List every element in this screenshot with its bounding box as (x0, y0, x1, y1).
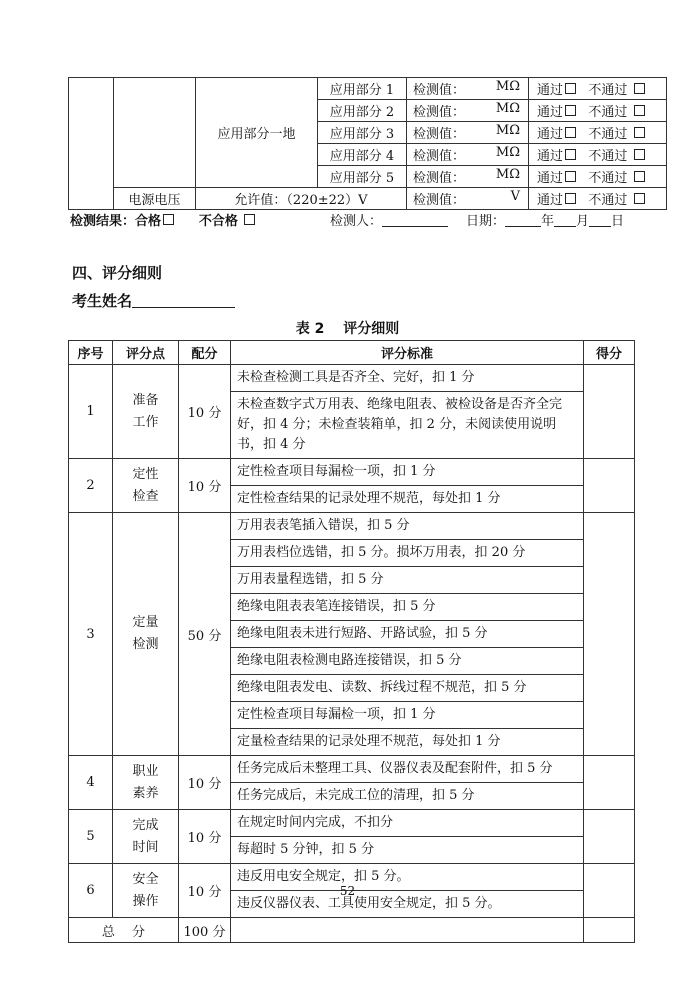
item-no: 4 (69, 756, 113, 810)
pass-fail-cell (529, 122, 667, 144)
item-no: 6 (69, 864, 113, 918)
measure-cell (407, 122, 529, 144)
criterion: 定性检查结果的记录处理不规范，每处扣 1 分 (231, 486, 584, 513)
checkbox[interactable] (634, 127, 645, 138)
unit-label: MΩ (495, 101, 520, 116)
criterion: 违反用电安全规定，扣 5 分。 (231, 864, 584, 891)
measure-label: 检测值： (413, 105, 466, 120)
criterion: 任务完成后，未完成工位的清理，扣 5 分 (231, 783, 584, 810)
item-no: 5 (69, 810, 113, 864)
fail-label: 不通过 (588, 171, 628, 186)
date-field (466, 210, 624, 229)
pass-fail-cell (529, 78, 667, 100)
total-label: 总 分 (69, 918, 179, 943)
point-line: 操作 (132, 893, 159, 909)
part-name: 应用部分 1 (318, 78, 407, 100)
point-line: 定性 (132, 466, 159, 482)
checkbox[interactable] (565, 171, 576, 182)
sub-item-label: 应用部分一地 (196, 78, 318, 188)
point-line: 准备 (132, 392, 159, 408)
point-line: 时间 (132, 839, 159, 855)
criterion: 未检查数字式万用表、绝缘电阻表、被检设备是否齐全完好，扣 4 分；未检查装箱单，扣 2 分，未阅读使用说明书，扣 4 分 (231, 392, 584, 459)
inspector-blank[interactable] (382, 214, 448, 227)
table-cell-blank (69, 78, 114, 210)
unit-label: V (510, 189, 520, 204)
checkbox[interactable] (634, 171, 645, 182)
checkbox[interactable] (634, 105, 645, 116)
item-score: 50 分 (179, 513, 231, 756)
fail-label: 不通过 (588, 193, 628, 208)
point-line: 检测 (132, 637, 159, 652)
item-score: 10 分 (179, 459, 231, 513)
measure-cell (407, 100, 529, 122)
header-score: 配分 (179, 341, 231, 365)
item-no: 3 (69, 513, 113, 756)
voltage-label: 电源电压 (114, 188, 196, 210)
inspector-field (330, 210, 448, 229)
candidate-field (72, 290, 235, 311)
pass-label: 通过 (537, 149, 564, 164)
date-label: 日期： (466, 214, 506, 229)
day-blank[interactable] (589, 214, 611, 227)
criterion: 绝缘电阻表发电、读数、拆线过程不规范，扣 5 分 (231, 675, 584, 702)
criterion: 万用表档位选错，扣 5 分。损坏万用表，扣 20 分 (231, 540, 584, 567)
checkbox[interactable] (634, 83, 645, 94)
part-name: 应用部分 4 (318, 144, 407, 166)
year-blank[interactable] (505, 214, 541, 227)
item-no: 2 (69, 459, 113, 513)
header-criteria: 评分标准 (231, 341, 584, 365)
fail-label: 不通过 (588, 83, 628, 98)
fail-label: 不通过 (588, 105, 628, 120)
part-name: 应用部分 2 (318, 100, 407, 122)
part-name: 应用部分 5 (318, 166, 407, 188)
item-score: 10 分 (179, 756, 231, 810)
header-earned: 得分 (584, 341, 635, 365)
item-score: 10 分 (179, 365, 231, 459)
section-title: 四、评分细则 (72, 264, 163, 282)
criterion: 违反仪器仪表、工具使用安全规定，扣 5 分。 (231, 891, 584, 918)
point-line: 定量 (132, 615, 159, 630)
checkbox[interactable] (565, 127, 576, 138)
measure-label: 检测值： (413, 127, 466, 142)
pass-fail-cell (529, 100, 667, 122)
checkbox[interactable] (565, 105, 576, 116)
pass-label: 通过 (537, 83, 564, 98)
checkbox[interactable] (634, 149, 645, 160)
earned-cell[interactable] (584, 756, 635, 810)
criterion: 定性检查项目每漏检一项，扣 1 分 (231, 459, 584, 486)
item-point (113, 365, 179, 459)
pass-fail-cell (529, 188, 667, 210)
point-line: 安全 (132, 871, 159, 887)
total-earned-cell[interactable] (584, 918, 635, 943)
result-pass-label: 检测结果：合格 (70, 214, 162, 229)
pass-label: 通过 (537, 105, 564, 120)
year-label: 年 (541, 214, 555, 229)
point-line: 素养 (132, 785, 159, 801)
inspector-label: 检测人： (330, 214, 383, 229)
fail-label: 不通过 (588, 127, 628, 142)
item-point (113, 513, 179, 756)
criterion: 绝缘电阻表未进行短路、开路试验，扣 5 分 (231, 621, 584, 648)
criterion: 万用表量程选错，扣 5 分 (231, 567, 584, 594)
fail-label: 不通过 (588, 149, 628, 164)
unit-label: MΩ (495, 123, 520, 138)
point-line: 工作 (132, 414, 159, 430)
earned-cell[interactable] (584, 810, 635, 864)
criterion: 在规定时间内完成，不扣分 (231, 810, 584, 837)
item-score: 10 分 (179, 864, 231, 918)
criterion: 每超时 5 分钟，扣 5 分 (231, 837, 584, 864)
earned-cell[interactable] (584, 513, 635, 756)
checkbox[interactable] (565, 149, 576, 160)
day-label: 日 (611, 214, 625, 229)
score-table (68, 340, 635, 943)
month-blank[interactable] (554, 214, 576, 227)
criterion: 任务完成后未整理工具、仪器仪表及配套附件，扣 5 分 (231, 756, 584, 783)
total-score: 100 分 (179, 918, 231, 943)
result-fail-label: 不合格 (198, 214, 238, 229)
page-number: 52 (339, 884, 356, 898)
checkbox[interactable] (565, 193, 576, 204)
point-line: 职业 (132, 763, 159, 779)
part-name: 应用部分 3 (318, 122, 407, 144)
item-score: 10 分 (179, 810, 231, 864)
pass-label: 通过 (537, 127, 564, 142)
criterion: 定量检查结果的记录处理不规范，每处扣 1 分 (231, 729, 584, 756)
unit-label: MΩ (495, 167, 520, 182)
earned-cell[interactable] (584, 459, 635, 513)
measure-cell (407, 78, 529, 100)
measure-label: 检测值： (413, 193, 466, 208)
table-caption: 表 2 评分细则 (295, 321, 400, 337)
result-line (70, 210, 255, 229)
pass-fail-cell (529, 144, 667, 166)
checkbox[interactable] (163, 214, 174, 225)
measure-label: 检测值： (413, 171, 466, 186)
inspection-table (68, 77, 667, 210)
criterion: 绝缘电阻表表笔连接错误，扣 5 分 (231, 594, 584, 621)
item-no: 1 (69, 365, 113, 459)
header-point: 评分点 (113, 341, 179, 365)
item-point (113, 756, 179, 810)
checkbox[interactable] (244, 214, 255, 225)
criterion: 未检查检测工具是否齐全、完好，扣 1 分 (231, 365, 584, 392)
checkbox[interactable] (565, 83, 576, 94)
candidate-label: 考生姓名 (72, 292, 133, 310)
month-label: 月 (576, 214, 590, 229)
unit-label: MΩ (495, 145, 520, 160)
measure-label: 检测值： (413, 83, 466, 98)
criterion: 万用表表笔插入错误，扣 5 分 (231, 513, 584, 540)
pass-label: 通过 (537, 193, 564, 208)
measure-cell (407, 144, 529, 166)
checkbox[interactable] (634, 193, 645, 204)
header-no: 序号 (69, 341, 113, 365)
criterion: 定性检查项目每漏检一项，扣 1 分 (231, 702, 584, 729)
total-blank (231, 918, 584, 943)
earned-cell[interactable] (584, 365, 635, 459)
measure-label: 检测值： (413, 149, 466, 164)
measure-cell (407, 188, 529, 210)
candidate-name-blank[interactable] (132, 293, 235, 308)
unit-label: MΩ (495, 79, 520, 94)
point-line: 完成 (132, 817, 159, 833)
voltage-allowed: 允许值：（220±22）V (196, 188, 407, 210)
item-point (113, 459, 179, 513)
table-cell-blank (114, 78, 196, 188)
pass-fail-cell (529, 166, 667, 188)
point-line: 检查 (132, 488, 159, 504)
criterion: 绝缘电阻表检测电路连接错误，扣 5 分 (231, 648, 584, 675)
pass-label: 通过 (537, 171, 564, 186)
measure-cell (407, 166, 529, 188)
item-point (113, 810, 179, 864)
